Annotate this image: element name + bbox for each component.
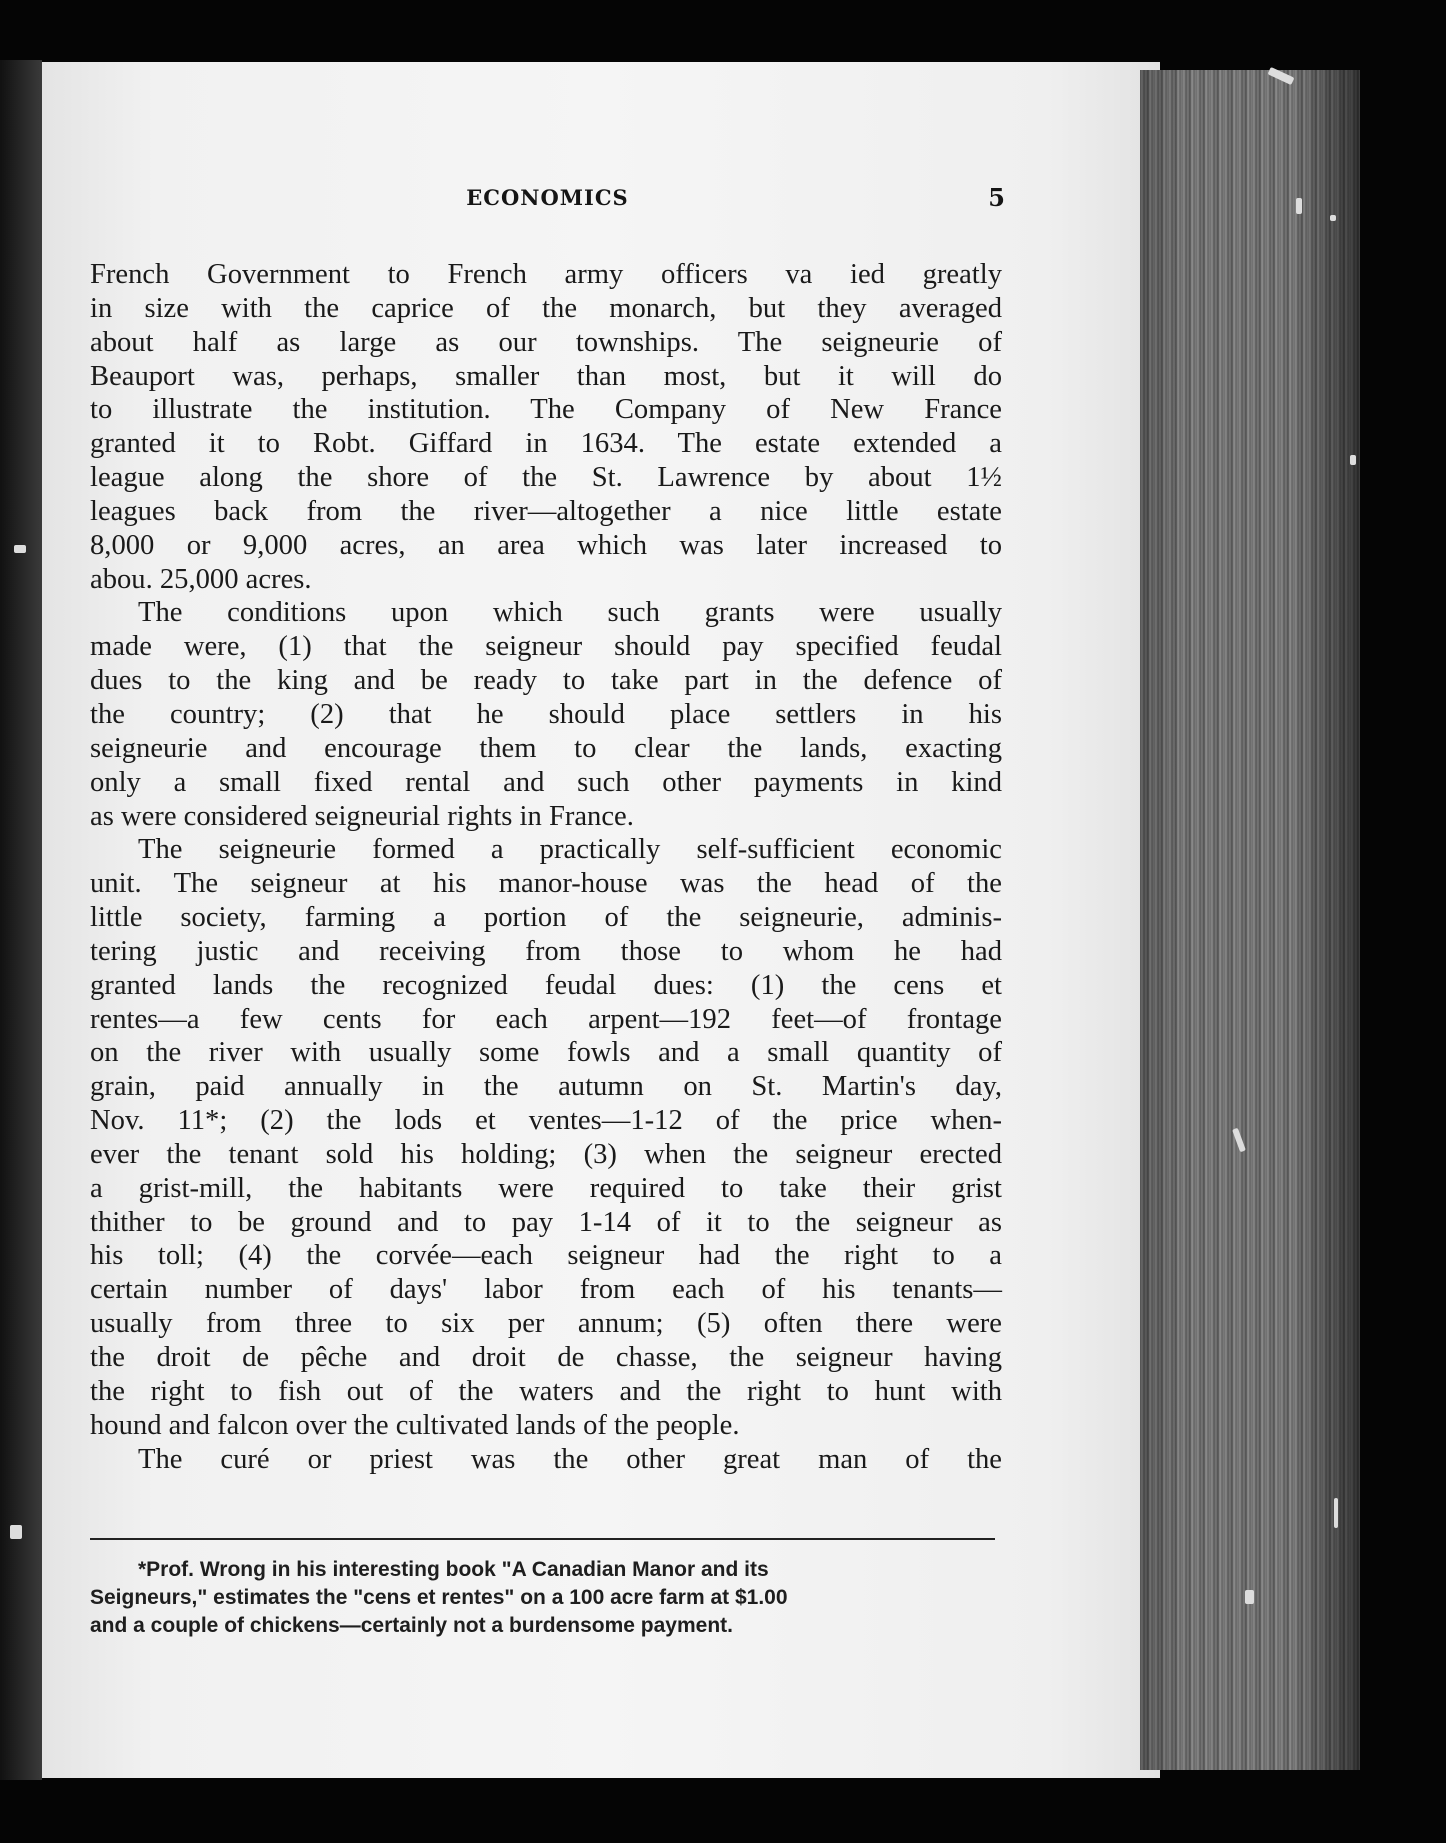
running-head — [90, 185, 1005, 215]
text-line: on the river with usually some fowls and a small quantity of — [90, 1037, 1002, 1069]
dust-speck — [1296, 198, 1302, 214]
footnote-rule — [90, 1538, 995, 1540]
dust-speck — [10, 1525, 22, 1539]
text-line: rentes—a few cents for each arpent—192 feet—of frontage — [90, 1003, 1002, 1035]
binding-shadow — [0, 60, 42, 1780]
footnote-line: and a couple of chickens—certainly not a burdensome payment. — [90, 1614, 733, 1637]
text-line: French Government to French army officers va ied greatly — [90, 259, 1002, 290]
text-line: seigneurie and encourage them to clear the lands, exacting — [90, 732, 1002, 764]
text-line: unit. The seigneur at his manor-house was the head of the — [90, 868, 1002, 900]
dust-speck — [1350, 455, 1356, 465]
text-line: dues to the king and be ready to take part in the defence of — [90, 665, 1002, 697]
text-line: in size with the caprice of the monarch, but they averaged — [90, 292, 1002, 324]
dust-speck — [14, 545, 26, 553]
text-line: granted lands the recognized feudal dues: (1) the cens et — [90, 969, 1002, 1001]
dust-speck — [1245, 1590, 1254, 1604]
text-line: ever the tenant sold his holding; (3) when the seigneur erected — [90, 1138, 1002, 1170]
text-line: certain number of days' labor from each of his tenants— — [90, 1274, 1002, 1306]
text-line: a grist-mill, the habitants were required to take their grist — [90, 1172, 1002, 1204]
text-line: the right to fish out of the waters and the right to hunt with — [90, 1375, 1002, 1407]
running-title: ECONOMICS — [466, 185, 629, 210]
text-line: to illustrate the institution. The Company of New France — [90, 394, 1002, 426]
scan-background — [1360, 0, 1446, 1843]
text-line: Beauport was, perhaps, smaller than most, but it will do — [90, 360, 1002, 392]
text-line: hound and falcon over the cultivated lands of the people. — [90, 1409, 740, 1441]
page-block-shading — [1140, 70, 1360, 1770]
text-line: The curé or priest was the other great man of the — [138, 1443, 1002, 1475]
text-line: little society, farming a portion of the seigneurie, adminis- — [90, 902, 1002, 934]
footnote-line: Seigneurs," estimates the "cens et rentes" on a 100 acre farm at $1.00 — [90, 1586, 788, 1609]
text-line: about half as large as our townships. The seigneurie of — [90, 326, 1002, 358]
text-line: league along the shore of the St. Lawrence by about 1½ — [90, 462, 1002, 494]
text-line: the country; (2) that he should place settlers in his — [90, 698, 1002, 730]
text-line: as were considered seigneurial rights in France. — [90, 800, 634, 832]
text-line: abou. 25,000 acres. — [90, 563, 312, 595]
footnote-line: *Prof. Wrong in his interesting book "A Canadian Manor and its — [138, 1558, 769, 1581]
page-number: 5 — [988, 183, 1005, 212]
text-line: tering justic and receiving from those to whom he had — [90, 935, 1002, 967]
text-line: made were, (1) that the seigneur should pay specified feudal — [90, 631, 1002, 663]
dust-speck — [1330, 215, 1336, 221]
dust-speck — [1334, 1498, 1338, 1528]
text-line: leagues back from the river—altogether a nice little estate — [90, 495, 1002, 527]
text-line: the droit de pêche and droit de chasse, the seigneur having — [90, 1342, 1002, 1373]
text-line: The conditions upon which such grants were usually — [138, 597, 1002, 629]
body-text — [90, 258, 1002, 1476]
text-line: only a small fixed rental and such other payments in kind — [90, 766, 1002, 798]
text-line: The seigneurie formed a practically self-sufficient economic — [138, 834, 1002, 866]
text-line: granted it to Robt. Giffard in 1634. The estate extended a — [90, 428, 1002, 460]
text-line: usually from three to six per annum; (5) often there were — [90, 1308, 1002, 1340]
text-line: 8,000 or 9,000 acres, an area which was later increased to — [90, 529, 1002, 561]
text-line: thither to be ground and to pay 1-14 of it to the seigneur as — [90, 1206, 1002, 1238]
footnote — [90, 1556, 1002, 1640]
text-line: his toll; (4) the corvée—each seigneur had the right to a — [90, 1240, 1002, 1272]
text-line: Nov. 11*; (2) the lods et ventes—1-12 of the price when- — [90, 1105, 1002, 1137]
text-line: grain, paid annually in the autumn on St. Martin's day, — [90, 1071, 1002, 1103]
